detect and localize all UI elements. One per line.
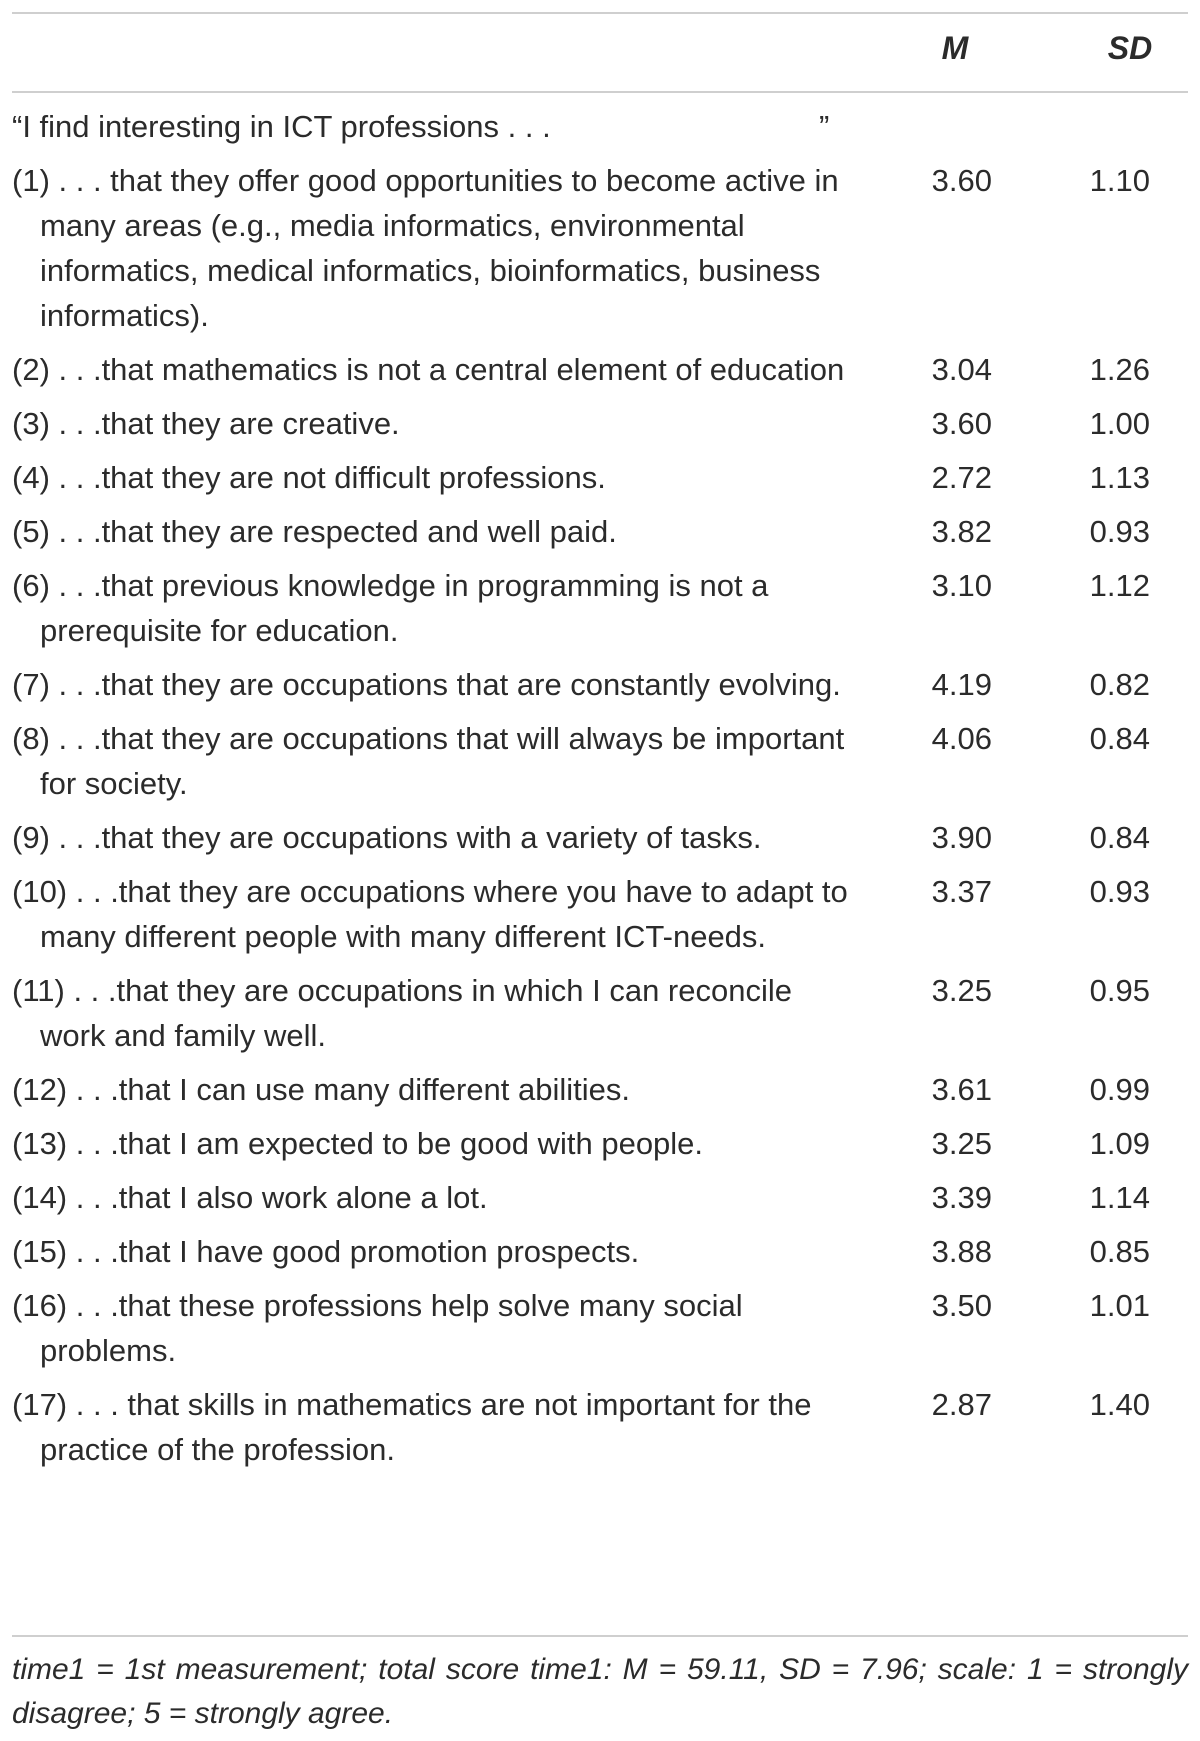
item-text: (5) . . .that they are respected and well paid. [12,514,617,549]
item-text: (1) . . . that they offer good opportunities to become active in many areas (e.g., media informatics, environmental informatics, medical informatics, bioinformatics, business informatics). [12,163,839,333]
mean-value: 3.61 [931,1072,992,1107]
sd-value: 1.01 [1089,1288,1150,1323]
sd-value: 1.00 [1089,406,1150,441]
table-row [12,815,1188,860]
mean-value: 3.90 [931,820,992,855]
mean-value: 3.10 [931,568,992,603]
sd-value: 1.40 [1089,1387,1150,1422]
mean-value: 4.19 [931,667,992,702]
sd-value: 0.99 [1089,1072,1150,1107]
table-row [12,1067,1188,1112]
table-row [12,509,1188,554]
table-row [12,401,1188,446]
bottom-rule [12,1635,1188,1637]
table-row [12,869,1188,959]
sd-value: 0.93 [1089,874,1150,909]
top-rule [12,12,1188,14]
item-text: (12) . . .that I can use many different abilities. [12,1072,631,1107]
table-row [12,347,1188,392]
table-row [12,1175,1188,1220]
item-text: (6) . . .that previous knowledge in programming is not a prerequisite for education. [12,568,769,648]
item-text: (16) . . .that these professions help solve many social problems. [12,1288,743,1368]
item-text: (2) . . .that mathematics is not a central element of education [12,352,845,387]
item-text: (15) . . .that I have good promotion prospects. [12,1234,640,1269]
item-text: (8) . . .that they are occupations that will always be important for society. [12,721,845,801]
table-page: M SD “I find interesting in ICT professions . . . ” (1) . . . that they offer good opportunities to become active in many areas (e.g., media informatics, environmental informatics, medical informatics, bioinformatics, business informatics). 3.60 1.10 (2) . . .that mathematics is not a central element of education 3.04 1.26 (3) . . .that they are creative. 3.60 1.00 (4) . . .that they are not difficult professions. 2.72 1.13 (5) . . .that they are respected and well paid. 3.82 0.93 (6) . . .that previous knowledge in programming is not a prerequisite for education. 3.10 1.12 (7) . . .that they are occupations that are constantly evolving. 4.19 0.82 (8) . . .that they are occupations that will always be important for society. 4.06 0.84 (9) . . .that they are occupations with a variety of tasks. 3.90 0.84 (10) . . .that they are occupations where you have to adapt to many different people with many different ICT-needs. 3.37 0.93 (11) . . .that they are occupations in which I can reconcile work and family well. 3.25 0.95 (12) . . .that I can use many different abilities. 3.61 0.99 (13) . . .that I am expected to be good with people. 3.25 1.09 (14) . . .that I also work alone a lot. 3.39 1.14 (15) . . .that I have good promotion prospects. 3.88 0.85 (16) . . .that these professions help solve many social problems. 3.50 1.01 (17) . . . that skills in mathematics are not important for the practice of the profession. 2.87 1.40 time1 = 1st measurement; total score time1: M = 59.11, SD = 7.96; scale: 1 = strongly disagree; 5 = strongly agree. [0,0,1200,1741]
table-row [12,455,1188,500]
mean-value: 3.88 [931,1234,992,1269]
sd-value: 0.93 [1089,514,1150,549]
table-row [12,158,1188,338]
table-row [12,1382,1188,1472]
item-stem-text: “I find interesting in ICT professions . . . [12,109,551,144]
sd-value: 0.82 [1089,667,1150,702]
sd-value: 1.14 [1089,1180,1150,1215]
sd-value: 0.95 [1089,973,1150,1008]
mean-value: 4.06 [931,721,992,756]
sd-value: 1.10 [1089,163,1150,198]
mean-value: 3.60 [931,406,992,441]
item-text: (7) . . .that they are occupations that are constantly evolving. [12,667,841,702]
mean-value: 3.04 [931,352,992,387]
item-text: (11) . . .that they are occupations in which I can reconcile work and family well. [12,973,792,1053]
item-text: (17) . . . that skills in mathematics are not important for the practice of the profession. [12,1387,812,1467]
sd-value: 0.85 [1089,1234,1150,1269]
item-text: (13) . . .that I am expected to be good with people. [12,1126,704,1161]
sd-value: 1.26 [1089,352,1150,387]
mean-value: 3.39 [931,1180,992,1215]
item-text: (9) . . .that they are occupations with a variety of tasks. [12,820,762,855]
item-text: (4) . . .that they are not difficult professions. [12,460,606,495]
table-row [12,1229,1188,1274]
mean-value: 3.37 [931,874,992,909]
mean-value: 3.60 [931,163,992,198]
table-row [12,1121,1188,1166]
sd-value: 1.09 [1089,1126,1150,1161]
item-text: (3) . . .that they are creative. [12,406,400,441]
sd-value: 0.84 [1089,820,1150,855]
sd-value: 0.84 [1089,721,1150,756]
table-body [12,104,1188,1481]
item-text: (14) . . .that I also work alone a lot. [12,1180,488,1215]
table-row [12,968,1188,1058]
item-text: (10) . . .that they are occupations where you have to adapt to many different people with many different ICT-needs. [12,874,848,954]
table-row [12,563,1188,653]
mean-value: 3.25 [931,1126,992,1161]
header-rule [12,91,1188,93]
mean-value: 2.72 [931,460,992,495]
mean-value: 3.82 [931,514,992,549]
mean-value: 3.50 [931,1288,992,1323]
table-row [12,662,1188,707]
mean-value: 2.87 [931,1387,992,1422]
table-row [12,1283,1188,1373]
table-footnote: time1 = 1st measurement; total score time1: M = 59.11, SD = 7.96; scale: 1 = strongly disagree; 5 = strongly agree. [12,1653,1188,1730]
table-row [12,716,1188,806]
sd-value: 1.12 [1089,568,1150,603]
mean-value: 3.25 [931,973,992,1008]
item-stem: “I find interesting in ICT professions . . . ” [12,109,830,144]
sd-value: 1.13 [1089,460,1150,495]
